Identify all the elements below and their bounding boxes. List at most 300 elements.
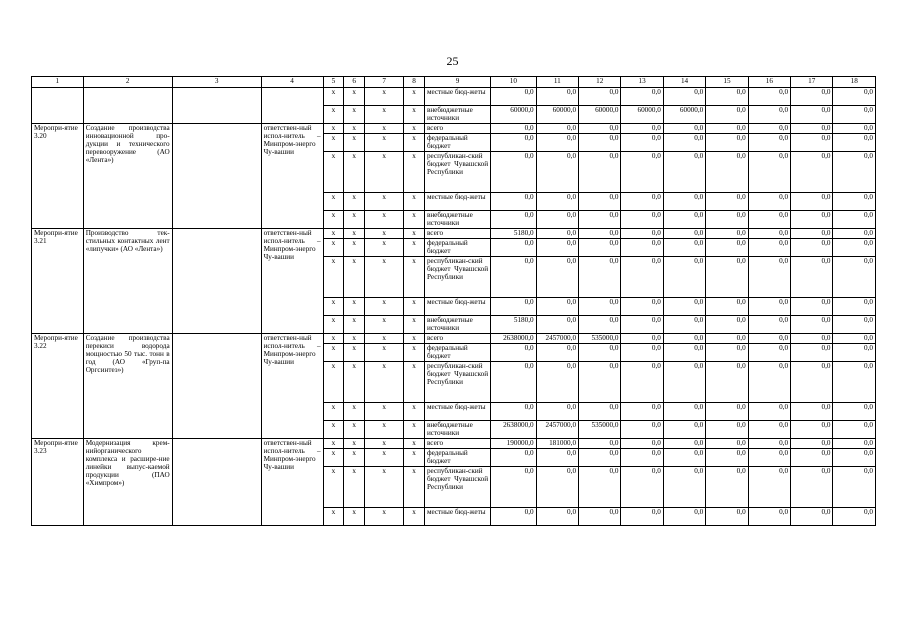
amount-cell: 0,0 [706, 403, 748, 421]
amount-cell: 0,0 [663, 344, 705, 362]
amount-cell: 0,0 [833, 362, 876, 403]
amount-cell: 0,0 [621, 334, 663, 344]
amount-cell: 0,0 [833, 344, 876, 362]
amount-cell: 0,0 [491, 467, 537, 508]
amount-cell: 0,0 [579, 403, 621, 421]
code-cell: х [323, 421, 344, 439]
code-cell: х [364, 229, 403, 239]
funding-source-cell: федеральный бюджет [424, 239, 490, 257]
amount-cell: 0,0 [706, 211, 748, 229]
amount-cell: 0,0 [706, 439, 748, 449]
amount-cell: 0,0 [791, 88, 833, 106]
code-cell: х [404, 467, 425, 508]
amount-cell: 0,0 [833, 211, 876, 229]
amount-cell: 0,0 [579, 298, 621, 316]
funding-source-cell: республикан-ский бюджет Чувашской Республики [424, 362, 490, 403]
amount-cell: 0,0 [791, 193, 833, 211]
amount-cell: 0,0 [748, 449, 790, 467]
amount-cell: 0,0 [579, 193, 621, 211]
responsible-executor-cell: ответствен-ный испол-нитель – Минпром-энерго Чу-вашии [261, 439, 323, 526]
amount-cell: 0,0 [706, 362, 748, 403]
amount-cell: 0,0 [791, 421, 833, 439]
amount-cell: 0,0 [621, 193, 663, 211]
measure-description-cell: Производство тек-стильных контактных лент «липучки» (АО «Лента») [83, 229, 172, 334]
code-cell: х [323, 467, 344, 508]
code-cell: х [344, 152, 365, 193]
amount-cell: 0,0 [621, 316, 663, 334]
code-cell: х [364, 421, 403, 439]
amount-cell: 0,0 [833, 449, 876, 467]
amount-cell: 0,0 [748, 298, 790, 316]
participant-cell [172, 124, 261, 229]
amount-cell: 0,0 [491, 193, 537, 211]
amount-cell: 0,0 [663, 152, 705, 193]
funding-source-cell: всего [424, 439, 490, 449]
code-cell: х [404, 298, 425, 316]
funding-source-cell: местные бюд-жеты [424, 403, 490, 421]
code-cell: х [364, 403, 403, 421]
budget-table [31, 76, 876, 526]
amount-cell: 0,0 [536, 344, 578, 362]
code-cell: х [404, 134, 425, 152]
measure-name-cell: Меропри-ятие 3.22 [32, 334, 84, 439]
table-row [32, 88, 876, 106]
column-number: 3 [172, 77, 261, 88]
code-cell: х [344, 211, 365, 229]
code-cell: х [344, 134, 365, 152]
column-number: 13 [621, 77, 663, 88]
code-cell: х [323, 439, 344, 449]
amount-cell: 0,0 [621, 124, 663, 134]
amount-cell: 5180,0 [491, 229, 537, 239]
amount-cell: 2457000,0 [536, 421, 578, 439]
amount-cell: 0,0 [491, 344, 537, 362]
amount-cell: 0,0 [706, 334, 748, 344]
code-cell: х [404, 106, 425, 124]
amount-cell: 0,0 [791, 229, 833, 239]
responsible-executor-cell: ответствен-ный испол-нитель – Минпром-энерго Чу-вашии [261, 124, 323, 229]
amount-cell: 0,0 [579, 239, 621, 257]
amount-cell: 0,0 [748, 211, 790, 229]
column-number: 8 [404, 77, 425, 88]
code-cell: х [404, 362, 425, 403]
amount-cell: 0,0 [491, 88, 537, 106]
code-cell: х [344, 106, 365, 124]
amount-cell: 0,0 [621, 508, 663, 526]
amount-cell: 0,0 [748, 467, 790, 508]
code-cell: х [344, 229, 365, 239]
code-cell: х [323, 211, 344, 229]
amount-cell: 0,0 [748, 508, 790, 526]
amount-cell: 181000,0 [536, 439, 578, 449]
code-cell: х [344, 467, 365, 508]
code-cell: х [364, 316, 403, 334]
code-cell: х [404, 403, 425, 421]
amount-cell: 0,0 [748, 344, 790, 362]
amount-cell: 0,0 [621, 152, 663, 193]
amount-cell: 0,0 [621, 439, 663, 449]
amount-cell: 0,0 [663, 298, 705, 316]
amount-cell: 0,0 [621, 134, 663, 152]
code-cell: х [364, 449, 403, 467]
amount-cell: 0,0 [791, 344, 833, 362]
amount-cell: 0,0 [621, 467, 663, 508]
amount-cell: 0,0 [748, 257, 790, 298]
code-cell: х [364, 193, 403, 211]
code-cell: х [404, 316, 425, 334]
amount-cell: 0,0 [706, 298, 748, 316]
amount-cell: 0,0 [621, 362, 663, 403]
amount-cell: 190000,0 [491, 439, 537, 449]
code-cell: х [404, 88, 425, 106]
amount-cell: 0,0 [579, 211, 621, 229]
participant-cell [172, 88, 261, 124]
amount-cell: 0,0 [663, 193, 705, 211]
amount-cell: 0,0 [536, 403, 578, 421]
amount-cell: 0,0 [536, 257, 578, 298]
measure-description-cell: Создание производства перекиси водорода мощностью 50 тыс. тонн в год (АО «Груп-па Оргсинтез») [83, 334, 172, 439]
code-cell: х [344, 439, 365, 449]
table-row [32, 124, 876, 134]
amount-cell: 0,0 [706, 134, 748, 152]
amount-cell: 0,0 [706, 229, 748, 239]
column-number: 7 [364, 77, 403, 88]
amount-cell: 0,0 [536, 449, 578, 467]
column-number: 1 [32, 77, 84, 88]
code-cell: х [344, 508, 365, 526]
amount-cell: 0,0 [706, 421, 748, 439]
amount-cell: 0,0 [621, 403, 663, 421]
amount-cell: 0,0 [536, 229, 578, 239]
amount-cell: 0,0 [579, 134, 621, 152]
amount-cell: 0,0 [663, 508, 705, 526]
code-cell: х [344, 193, 365, 211]
participant-cell [172, 334, 261, 439]
code-cell: х [344, 316, 365, 334]
funding-source-cell: всего [424, 124, 490, 134]
amount-cell: 0,0 [663, 211, 705, 229]
amount-cell: 0,0 [791, 152, 833, 193]
funding-source-cell: внебюджетные источники [424, 421, 490, 439]
code-cell: х [323, 229, 344, 239]
code-cell: х [364, 257, 403, 298]
amount-cell: 0,0 [536, 239, 578, 257]
amount-cell: 0,0 [791, 211, 833, 229]
code-cell: х [323, 88, 344, 106]
measure-description-cell: Модернизация крем-нийорганического комплекса и расшире-ние линейки выпус-каемой продукции (ПАО «Химпром») [83, 439, 172, 526]
amount-cell: 0,0 [748, 152, 790, 193]
column-number: 5 [323, 77, 344, 88]
amount-cell: 0,0 [621, 257, 663, 298]
measure-name-cell: Меропри-ятие 3.20 [32, 124, 84, 229]
amount-cell: 535000,0 [579, 421, 621, 439]
code-cell: х [323, 403, 344, 421]
code-cell: х [364, 467, 403, 508]
amount-cell: 0,0 [491, 403, 537, 421]
amount-cell: 0,0 [663, 362, 705, 403]
amount-cell: 0,0 [579, 449, 621, 467]
code-cell: х [364, 106, 403, 124]
amount-cell: 0,0 [833, 257, 876, 298]
code-cell: х [323, 193, 344, 211]
funding-source-cell: федеральный бюджет [424, 344, 490, 362]
amount-cell: 0,0 [833, 239, 876, 257]
code-cell: х [344, 257, 365, 298]
amount-cell: 0,0 [833, 152, 876, 193]
code-cell: х [364, 152, 403, 193]
code-cell: х [344, 334, 365, 344]
amount-cell: 0,0 [706, 239, 748, 257]
code-cell: х [344, 239, 365, 257]
amount-cell: 0,0 [706, 124, 748, 134]
amount-cell: 0,0 [579, 344, 621, 362]
amount-cell: 0,0 [833, 439, 876, 449]
amount-cell: 0,0 [491, 362, 537, 403]
amount-cell: 0,0 [748, 134, 790, 152]
amount-cell: 0,0 [621, 211, 663, 229]
amount-cell: 0,0 [621, 344, 663, 362]
amount-cell: 0,0 [706, 449, 748, 467]
funding-source-cell: внебюджетные источники [424, 316, 490, 334]
amount-cell: 0,0 [663, 229, 705, 239]
amount-cell: 0,0 [706, 257, 748, 298]
measure-name-cell [32, 88, 84, 124]
amount-cell: 0,0 [579, 152, 621, 193]
amount-cell: 535000,0 [579, 334, 621, 344]
funding-source-cell: внебюджетные источники [424, 106, 490, 124]
funding-source-cell: республикан-ский бюджет Чувашской Республики [424, 467, 490, 508]
column-number: 12 [579, 77, 621, 88]
amount-cell: 0,0 [663, 449, 705, 467]
table-row [32, 439, 876, 449]
amount-cell: 0,0 [748, 316, 790, 334]
column-number: 10 [491, 77, 537, 88]
amount-cell: 0,0 [536, 152, 578, 193]
column-number: 4 [261, 77, 323, 88]
code-cell: х [323, 449, 344, 467]
code-cell: х [323, 334, 344, 344]
amount-cell: 0,0 [833, 403, 876, 421]
amount-cell: 0,0 [833, 508, 876, 526]
page-number: 25 [446, 54, 459, 68]
code-cell: х [344, 298, 365, 316]
amount-cell: 0,0 [833, 229, 876, 239]
code-cell: х [404, 152, 425, 193]
amount-cell: 0,0 [706, 106, 748, 124]
amount-cell: 0,0 [491, 298, 537, 316]
funding-source-cell: местные бюд-жеты [424, 193, 490, 211]
column-number: 17 [791, 77, 833, 88]
amount-cell: 0,0 [536, 193, 578, 211]
amount-cell: 0,0 [621, 229, 663, 239]
amount-cell: 0,0 [536, 508, 578, 526]
code-cell: х [404, 334, 425, 344]
code-cell: х [404, 257, 425, 298]
amount-cell: 0,0 [833, 193, 876, 211]
amount-cell: 0,0 [833, 298, 876, 316]
amount-cell: 0,0 [706, 508, 748, 526]
amount-cell: 0,0 [748, 334, 790, 344]
amount-cell: 0,0 [663, 88, 705, 106]
amount-cell: 0,0 [536, 362, 578, 403]
measure-name-cell: Меропри-ятие 3.21 [32, 229, 84, 334]
amount-cell: 0,0 [536, 316, 578, 334]
funding-source-cell: федеральный бюджет [424, 134, 490, 152]
amount-cell: 0,0 [491, 508, 537, 526]
responsible-executor-cell: ответствен-ный испол-нитель – Минпром-энерго Чу-вашии [261, 334, 323, 439]
amount-cell: 0,0 [833, 106, 876, 124]
amount-cell: 0,0 [663, 134, 705, 152]
measure-description-cell [83, 88, 172, 124]
funding-source-cell: внебюджетные источники [424, 211, 490, 229]
amount-cell: 0,0 [536, 467, 578, 508]
column-number: 15 [706, 77, 748, 88]
code-cell: х [364, 88, 403, 106]
funding-source-cell: республикан-ский бюджет Чувашской Республики [424, 152, 490, 193]
column-number: 16 [748, 77, 790, 88]
responsible-executor-cell: ответствен-ный испол-нитель – Минпром-энерго Чу-вашии [261, 229, 323, 334]
amount-cell: 0,0 [491, 239, 537, 257]
code-cell: х [364, 134, 403, 152]
measure-description-cell: Создание производства инновационной про-дукции и технического перевооружение (АО «Лента») [83, 124, 172, 229]
code-cell: х [364, 344, 403, 362]
amount-cell: 0,0 [791, 316, 833, 334]
column-number: 11 [536, 77, 578, 88]
code-cell: х [344, 344, 365, 362]
amount-cell: 0,0 [833, 334, 876, 344]
table-body [32, 88, 876, 526]
amount-cell: 0,0 [748, 403, 790, 421]
amount-cell: 2457000,0 [536, 334, 578, 344]
code-cell: х [323, 239, 344, 257]
amount-cell: 0,0 [621, 449, 663, 467]
code-cell: х [344, 421, 365, 439]
table-row [32, 334, 876, 344]
amount-cell: 0,0 [833, 88, 876, 106]
amount-cell: 0,0 [748, 88, 790, 106]
amount-cell: 0,0 [748, 229, 790, 239]
amount-cell: 60000,0 [579, 106, 621, 124]
amount-cell: 0,0 [663, 257, 705, 298]
amount-cell: 0,0 [621, 88, 663, 106]
amount-cell: 60000,0 [621, 106, 663, 124]
code-cell: х [344, 124, 365, 134]
amount-cell: 0,0 [621, 298, 663, 316]
participant-cell [172, 439, 261, 526]
measure-name-cell: Меропри-ятие 3.23 [32, 439, 84, 526]
amount-cell: 0,0 [706, 316, 748, 334]
code-cell: х [323, 152, 344, 193]
amount-cell: 2638000,0 [491, 334, 537, 344]
funding-source-cell: всего [424, 229, 490, 239]
code-cell: х [404, 239, 425, 257]
amount-cell: 0,0 [791, 239, 833, 257]
amount-cell: 0,0 [579, 229, 621, 239]
amount-cell: 0,0 [748, 239, 790, 257]
column-number: 14 [663, 77, 705, 88]
amount-cell: 0,0 [536, 88, 578, 106]
amount-cell: 0,0 [491, 134, 537, 152]
code-cell: х [364, 211, 403, 229]
amount-cell: 0,0 [579, 257, 621, 298]
amount-cell: 0,0 [579, 362, 621, 403]
code-cell: х [364, 439, 403, 449]
amount-cell: 0,0 [663, 239, 705, 257]
amount-cell: 0,0 [748, 106, 790, 124]
amount-cell: 5180,0 [491, 316, 537, 334]
code-cell: х [404, 193, 425, 211]
amount-cell: 2638000,0 [491, 421, 537, 439]
amount-cell: 0,0 [791, 257, 833, 298]
amount-cell: 0,0 [791, 508, 833, 526]
code-cell: х [323, 298, 344, 316]
amount-cell: 0,0 [748, 124, 790, 134]
amount-cell: 0,0 [536, 298, 578, 316]
code-cell: х [404, 421, 425, 439]
code-cell: х [323, 124, 344, 134]
code-cell: х [364, 334, 403, 344]
amount-cell: 0,0 [833, 421, 876, 439]
amount-cell: 0,0 [491, 211, 537, 229]
amount-cell: 0,0 [791, 449, 833, 467]
amount-cell: 0,0 [491, 449, 537, 467]
amount-cell: 0,0 [579, 439, 621, 449]
amount-cell: 0,0 [663, 421, 705, 439]
amount-cell: 0,0 [663, 467, 705, 508]
column-number: 18 [833, 77, 876, 88]
code-cell: х [344, 88, 365, 106]
amount-cell: 0,0 [663, 403, 705, 421]
amount-cell: 0,0 [791, 106, 833, 124]
code-cell: х [323, 106, 344, 124]
amount-cell: 0,0 [579, 467, 621, 508]
column-number-row [32, 77, 876, 88]
amount-cell: 0,0 [579, 124, 621, 134]
code-cell: х [344, 449, 365, 467]
code-cell: х [364, 298, 403, 316]
amount-cell: 0,0 [579, 88, 621, 106]
code-cell: х [323, 316, 344, 334]
amount-cell: 0,0 [491, 257, 537, 298]
code-cell: х [323, 362, 344, 403]
code-cell: х [404, 124, 425, 134]
amount-cell: 0,0 [706, 152, 748, 193]
amount-cell: 0,0 [579, 316, 621, 334]
amount-cell: 0,0 [791, 298, 833, 316]
code-cell: х [344, 362, 365, 403]
funding-source-cell: федеральный бюджет [424, 449, 490, 467]
code-cell: х [364, 239, 403, 257]
code-cell: х [364, 124, 403, 134]
code-cell: х [404, 449, 425, 467]
column-number: 9 [424, 77, 490, 88]
amount-cell: 0,0 [706, 467, 748, 508]
amount-cell: 0,0 [791, 134, 833, 152]
amount-cell: 60000,0 [663, 106, 705, 124]
code-cell: х [404, 344, 425, 362]
amount-cell: 0,0 [791, 362, 833, 403]
code-cell: х [364, 508, 403, 526]
responsible-executor-cell [261, 88, 323, 124]
code-cell: х [323, 257, 344, 298]
amount-cell: 0,0 [748, 439, 790, 449]
funding-source-cell: всего [424, 334, 490, 344]
amount-cell: 0,0 [748, 193, 790, 211]
code-cell: х [323, 134, 344, 152]
funding-source-cell: местные бюд-жеты [424, 508, 490, 526]
amount-cell: 0,0 [663, 439, 705, 449]
code-cell: х [323, 344, 344, 362]
